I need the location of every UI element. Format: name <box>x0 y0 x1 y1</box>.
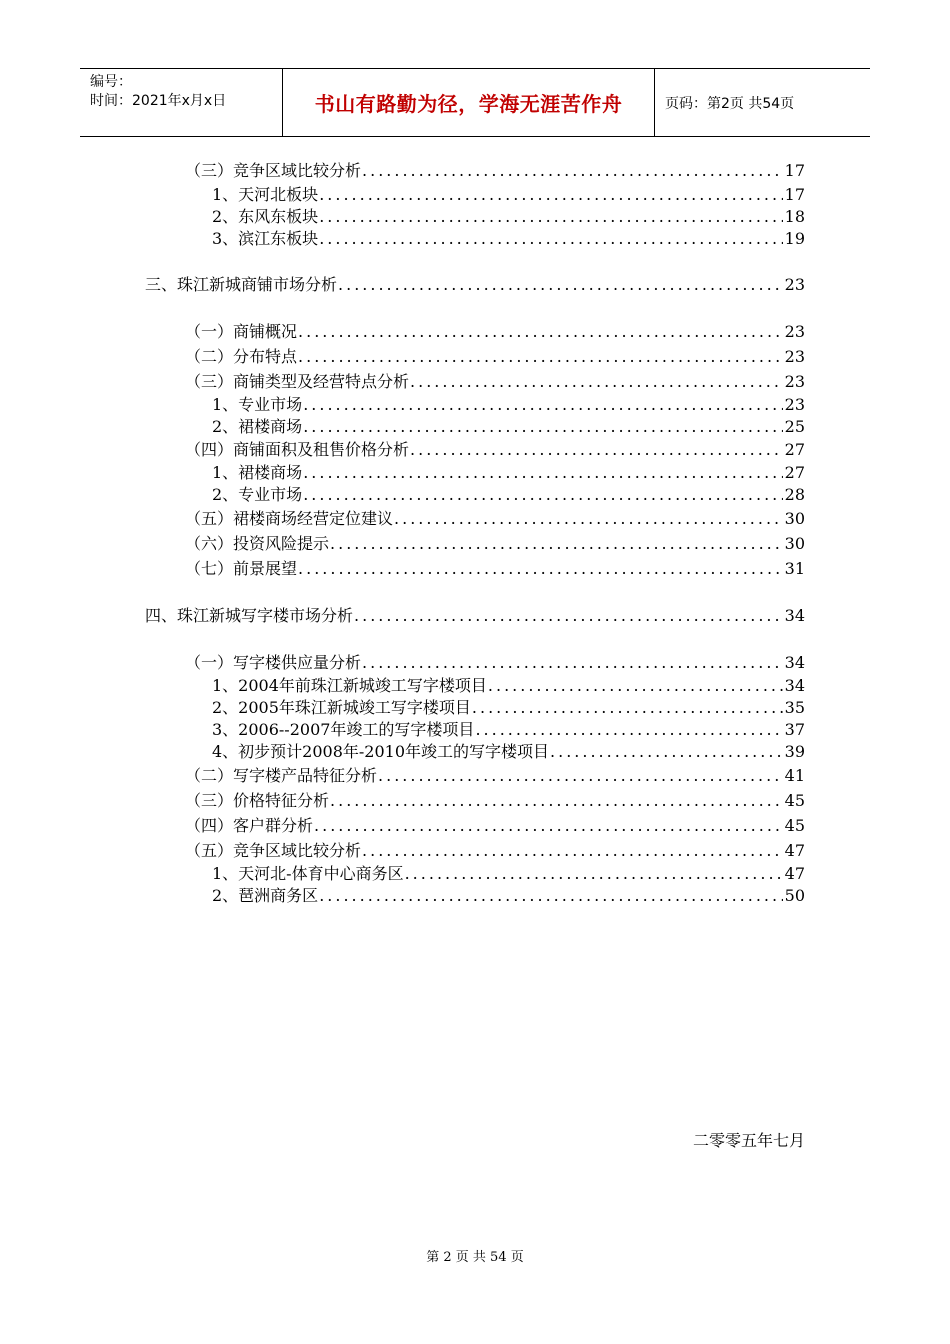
toc-page: 47 <box>784 864 805 883</box>
page-header <box>80 68 870 137</box>
toc-entry[interactable] <box>185 559 805 579</box>
toc-leader <box>298 322 783 342</box>
toc-label: （二）分布特点 <box>185 347 298 366</box>
toc-leader <box>303 417 782 437</box>
toc-leader <box>330 791 783 811</box>
toc-page: 34 <box>784 606 805 625</box>
toc-entry[interactable] <box>212 207 805 227</box>
toc-entry[interactable] <box>212 229 805 249</box>
toc-label: （三）竞争区域比较分析 <box>185 161 362 180</box>
toc-leader <box>354 606 783 626</box>
toc-page: 47 <box>784 841 805 860</box>
toc-page: 45 <box>784 791 805 810</box>
toc-entry[interactable] <box>185 816 805 836</box>
toc-label: 1、2004年前珠江新城竣工写字楼项目 <box>212 676 487 695</box>
toc-page: 23 <box>784 322 805 341</box>
toc-leader <box>303 463 782 483</box>
toc-leader <box>330 534 783 554</box>
toc-label: 1、裙楼商场 <box>212 463 303 482</box>
toc-page: 31 <box>784 559 805 578</box>
toc-page: 34 <box>784 653 805 672</box>
toc-page: 18 <box>784 207 805 226</box>
toc-entry[interactable] <box>185 372 805 392</box>
toc-label: （一）写字楼供应量分析 <box>185 653 362 672</box>
toc-label: （四）客户群分析 <box>185 816 314 835</box>
motto-text: 书山有路勤为径，学海无涯苦作舟 <box>314 92 623 116</box>
toc-entry[interactable] <box>185 841 805 861</box>
number-label: 编号： <box>90 74 132 90</box>
toc-page: 23 <box>784 347 805 366</box>
toc-page: 19 <box>784 229 805 248</box>
toc-label: 1、专业市场 <box>212 395 303 414</box>
toc-page: 35 <box>784 698 805 717</box>
toc-leader <box>319 207 782 227</box>
toc-leader <box>362 653 783 673</box>
toc-page: 37 <box>784 720 805 739</box>
toc-leader <box>550 742 783 762</box>
header-page-info: 页码：第2页 共54页 <box>665 95 795 112</box>
toc-leader <box>298 347 783 367</box>
toc-page: 41 <box>784 766 805 785</box>
toc-entry[interactable] <box>145 606 805 626</box>
toc-label: 2、裙楼商场 <box>212 417 303 436</box>
toc-label: 3、滨江东板块 <box>212 229 319 248</box>
toc-entry[interactable] <box>185 440 805 460</box>
toc-label: （四）商铺面积及租售价格分析 <box>185 440 410 459</box>
toc-leader <box>314 816 783 836</box>
toc-page: 30 <box>784 509 805 528</box>
toc-page: 27 <box>784 440 805 459</box>
toc-leader <box>378 766 783 786</box>
toc-page: 17 <box>784 185 805 204</box>
page-footer: 第 2 页 共 54 页 <box>426 1250 524 1265</box>
toc-page: 30 <box>784 534 805 553</box>
toc-entry[interactable] <box>212 185 805 205</box>
toc-page: 27 <box>784 463 805 482</box>
toc-leader <box>362 841 783 861</box>
toc-leader <box>410 372 783 392</box>
toc-label: 2、东风东板块 <box>212 207 319 226</box>
toc-entry[interactable] <box>212 720 805 740</box>
toc-entry[interactable] <box>185 509 805 529</box>
toc-page: 39 <box>784 742 805 761</box>
document-date: 二零零五年七月 <box>692 1131 805 1150</box>
toc-entry[interactable] <box>212 864 805 884</box>
toc-leader <box>303 485 782 505</box>
toc-label: （五）竞争区域比较分析 <box>185 841 362 860</box>
toc-leader <box>405 864 783 884</box>
toc-label: 2、2005年珠江新城竣工写字楼项目 <box>212 698 471 717</box>
toc-leader <box>362 161 783 181</box>
toc-leader <box>472 698 783 718</box>
toc-leader <box>410 440 783 460</box>
toc-entry[interactable] <box>185 161 805 181</box>
toc-leader <box>298 559 783 579</box>
toc-entry[interactable] <box>185 766 805 786</box>
toc-entry[interactable] <box>212 463 805 483</box>
toc-label: 三、珠江新城商铺市场分析 <box>145 275 338 294</box>
toc-entry[interactable] <box>212 676 805 696</box>
toc-entry[interactable] <box>212 485 805 505</box>
toc-label: 4、初步预计2008年-2010年竣工的写字楼项目 <box>212 742 550 761</box>
toc-leader <box>475 720 782 740</box>
toc-entry[interactable] <box>212 742 805 762</box>
toc-page: 17 <box>784 161 805 180</box>
toc-label: 四、珠江新城写字楼市场分析 <box>145 606 354 625</box>
toc-entry[interactable] <box>212 395 805 415</box>
toc-page: 45 <box>784 816 805 835</box>
toc-page: 23 <box>784 372 805 391</box>
toc-page: 23 <box>784 395 805 414</box>
toc-label: （三）价格特征分析 <box>185 791 330 810</box>
toc-entry[interactable] <box>185 791 805 811</box>
toc-label: （二）写字楼产品特征分析 <box>185 766 378 785</box>
header-motto-cell <box>283 69 655 136</box>
toc-leader <box>319 229 782 249</box>
toc-entry[interactable] <box>212 417 805 437</box>
toc-label: （三）商铺类型及经营特点分析 <box>185 372 410 391</box>
toc-label: 3、2006--2007年竣工的写字楼项目 <box>212 720 475 739</box>
toc-entry[interactable] <box>212 698 805 718</box>
toc-label: 1、天河北-体育中心商务区 <box>212 864 404 883</box>
toc-page: 34 <box>784 676 805 695</box>
toc-page: 25 <box>784 417 805 436</box>
toc-entry[interactable] <box>185 347 805 367</box>
toc-label: （一）商铺概况 <box>185 322 298 341</box>
toc-page: 50 <box>784 886 805 905</box>
toc-leader <box>488 676 783 696</box>
toc-page: 28 <box>784 485 805 504</box>
toc-entry[interactable] <box>145 275 805 295</box>
toc-entry[interactable] <box>185 534 805 554</box>
toc-leader <box>303 395 782 415</box>
toc-label: （六）投资风险提示 <box>185 534 330 553</box>
time-label: 时间：2021年x月x日 <box>90 93 227 109</box>
header-meta <box>80 69 283 136</box>
toc-entry[interactable] <box>212 886 805 906</box>
toc-leader <box>319 185 782 205</box>
toc-label: 2、琶洲商务区 <box>212 886 319 905</box>
toc-label: 2、专业市场 <box>212 485 303 504</box>
toc-leader <box>338 275 783 295</box>
toc-label: （七）前景展望 <box>185 559 298 578</box>
toc-entry[interactable] <box>185 322 805 342</box>
toc-leader <box>319 886 782 906</box>
toc-label: 1、天河北板块 <box>212 185 319 204</box>
toc-page: 23 <box>784 275 805 294</box>
toc-entry[interactable] <box>185 653 805 673</box>
toc-label: （五）裙楼商场经营定位建议 <box>185 509 394 528</box>
toc-leader <box>394 509 783 529</box>
